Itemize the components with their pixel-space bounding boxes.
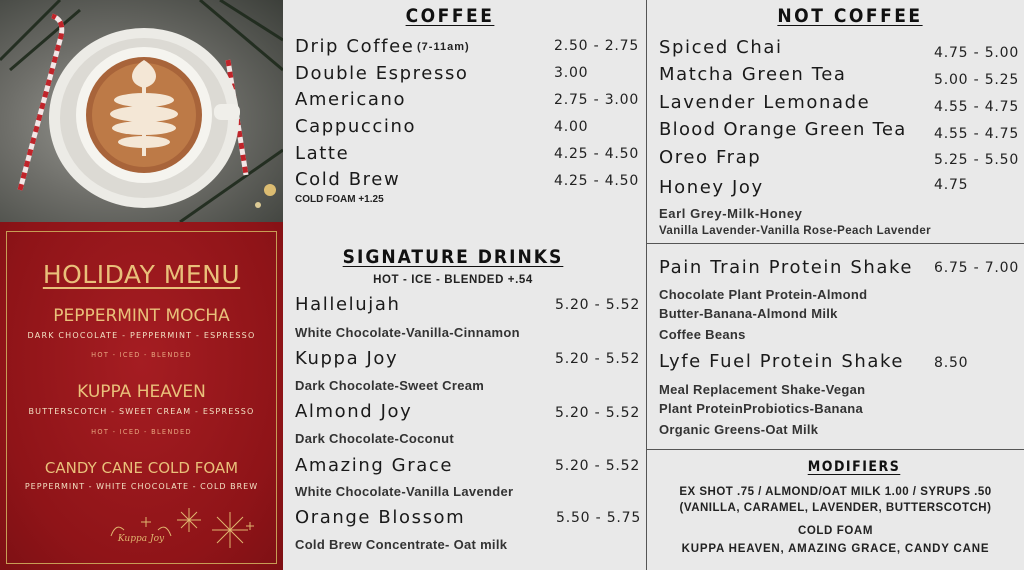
menu-item-price: 3.00 (554, 65, 589, 81)
signature-subtitle: HOT - ICE - BLENDED +.54 (373, 274, 533, 286)
menu-item-price: 5.00 - 5.25 (934, 72, 1020, 88)
menu-item-name: Drip Coffee (295, 36, 415, 57)
holiday-drink-options: HOT - ICED - BLENDED (91, 351, 192, 359)
latte-art-image (0, 0, 283, 222)
menu-item-price: 4.55 - 4.75 (934, 126, 1020, 142)
menu-item-price: 8.50 (934, 355, 969, 371)
kuppa-joy-logo-text: Kuppa Joy (117, 534, 165, 544)
holiday-drink-name: KUPPA HEAVEN (77, 382, 206, 402)
coffee-section-title: COFFEE (405, 5, 495, 27)
menu-item-price: 4.75 (934, 177, 969, 193)
menu-item-description: Dark Chocolate-Coconut (295, 431, 455, 446)
menu-item-price: 4.55 - 4.75 (934, 99, 1020, 115)
menu-item-name: Oreo Frap (659, 147, 762, 168)
holiday-drink-name: CANDY CANE COLD FOAM (44, 459, 239, 477)
menu-item-price: 4.25 - 4.50 (554, 173, 640, 189)
modifiers-section-title: MODIFIERS (807, 459, 901, 475)
menu-item-name: Blood Orange Green Tea (659, 119, 907, 140)
modifiers-line: EX SHOT .75 / ALMOND/OAT MILK 1.00 / SYRUPS .50 (679, 486, 992, 498)
holiday-drink-ingredients: BUTTERSCOTCH - SWEET CREAM - ESPRESSO (28, 407, 255, 416)
signature-section-title: SIGNATURE DRINKS (342, 246, 564, 268)
menu-item-price: 5.50 - 5.75 (556, 510, 642, 526)
column-divider (646, 0, 647, 570)
not-coffee-section-title: NOT COFFEE (777, 5, 923, 27)
menu-item-name: Kuppa Joy (295, 348, 399, 369)
menu-item-price: 5.20 - 5.52 (555, 297, 641, 313)
menu-item-price: 2.50 - 2.75 (554, 38, 640, 54)
menu-item-name: Double Espresso (295, 63, 469, 84)
menu-item-description: Chocolate Plant Protein-Almond (659, 287, 868, 302)
menu-item-name: Spiced Chai (659, 37, 783, 58)
menu-item-name: Americano (295, 89, 407, 110)
holiday-menu-panel (0, 222, 283, 570)
menu-item-description: Cold Brew Concentrate- Oat milk (295, 537, 508, 552)
menu-item-name: Amazing Grace (295, 455, 454, 476)
menu-item-name: Almond Joy (295, 401, 413, 422)
menu-item-name: Hallelujah (295, 294, 401, 315)
menu-item-price: 5.25 - 5.50 (934, 152, 1020, 168)
menu-item-name: Latte (295, 143, 350, 164)
holiday-drink-ingredients: PEPPERMINT - WHITE CHOCOLATE - COLD BREW (24, 482, 259, 491)
modifiers-syrup-options: (VANILLA, CARAMEL, LAVENDER, BUTTERSCOTCH) (679, 502, 992, 514)
menu-item-name: Cappuccino (295, 116, 417, 137)
menu-item-description: Meal Replacement Shake-Vegan (659, 382, 866, 397)
menu-item-addon: COLD FOAM +1.25 (295, 194, 384, 205)
holiday-drink-options: HOT - ICED - BLENDED (91, 428, 192, 436)
section-divider (646, 449, 1024, 450)
menu-item-description: Butter-Banana-Almond Milk (659, 306, 838, 321)
menu-item-price: 6.75 - 7.00 (934, 260, 1020, 276)
holiday-menu-title: HOLIDAY MENU (42, 260, 241, 289)
menu-item-price: 4.75 - 5.00 (934, 45, 1020, 61)
menu-item-description: Vanilla Lavender-Vanilla Rose-Peach Lavender (659, 225, 931, 237)
menu-item-price: 2.75 - 3.00 (554, 92, 640, 108)
section-divider (646, 243, 1024, 244)
menu-item-price: 5.20 - 5.52 (555, 351, 641, 367)
menu-item-price: 5.20 - 5.52 (555, 405, 641, 421)
holiday-drink-ingredients: DARK CHOCOLATE - PEPPERMINT - ESPRESSO (27, 331, 256, 340)
kuppa-joy-logo (0, 500, 283, 560)
latte-photo (0, 0, 283, 222)
cold-foam-options: KUPPA HEAVEN, AMAZING GRACE, CANDY CANE (681, 543, 990, 555)
menu-item-description: Dark Chocolate-Sweet Cream (295, 378, 485, 393)
menu-item-description: Earl Grey-Milk-Honey (659, 206, 803, 221)
menu-item-name: Matcha Green Tea (659, 64, 847, 85)
menu-item-description: Plant ProteinProbiotics-Banana (659, 401, 864, 416)
menu-item-description: White Chocolate-Vanilla Lavender (295, 484, 514, 499)
menu-item-price: 4.25 - 4.50 (554, 146, 640, 162)
menu-item-name: Orange Blossom (295, 507, 466, 528)
menu-item-description: White Chocolate-Vanilla-Cinnamon (295, 325, 520, 340)
holiday-drink-name: PEPPERMINT MOCHA (53, 306, 230, 326)
menu-item-description: Organic Greens-Oat Milk (659, 422, 819, 437)
menu-item-note: (7-11am) (417, 41, 470, 53)
menu-item-name: Cold Brew (295, 169, 401, 190)
menu-item-name: Lavender Lemonade (659, 92, 871, 113)
menu-item-price: 4.00 (554, 119, 589, 135)
menu-item-name: Lyfe Fuel Protein Shake (659, 351, 905, 372)
cold-foam-title: COLD FOAM (797, 525, 874, 537)
menu-item-name: Pain Train Protein Shake (659, 257, 914, 278)
menu-item-name: Honey Joy (659, 177, 764, 198)
menu-item-description: Coffee Beans (659, 327, 746, 342)
menu-item-price: 5.20 - 5.52 (555, 458, 641, 474)
